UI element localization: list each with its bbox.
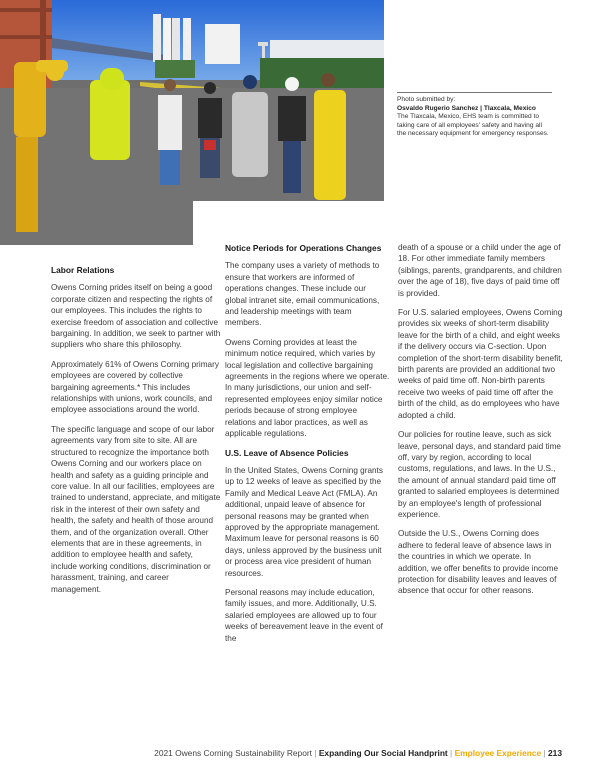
- caption-rule: [397, 92, 552, 93]
- footer-section-link[interactable]: Expanding Our Social Handprint: [318, 748, 448, 758]
- column-notice-and-leave: [225, 243, 390, 652]
- page-footer: [0, 748, 562, 758]
- heading-leave-policies: U.S. Leave of Absence Policies: [225, 447, 349, 458]
- team-photo: [0, 0, 384, 245]
- footer-separator: |: [311, 748, 319, 758]
- page-number: 213: [548, 748, 562, 758]
- paragraph: Approximately 61% of Owens Corning primary employees are covered by collective bargaining agreements.* This includes relationships with unions, work councils, and employee associations around the world.: [51, 359, 219, 415]
- paragraph: The specific language and scope of our labor agreements vary from site to site. All are structured to recognize the importance both Owens Corning and our workers place on health and safety as a guiding principle and core value. In all our facilities, employees are trained to understand, appreciate, and mitigate risk in the interest of their own safety and health, the safety and health of those around them, and of the organization overall. Other elements that are in these agreements, in addition to employee health and safety, include working conditions, discrimination or harassment, training, and career management.: [51, 424, 221, 594]
- photo-caption: [397, 92, 552, 139]
- column-leave-continued: [398, 242, 563, 605]
- heading-labor-relations: Labor Relations: [51, 265, 115, 275]
- heading-notice-periods: Notice Periods for Operations Changes: [225, 243, 382, 253]
- footer-subsection-link[interactable]: Employee Experience: [454, 748, 542, 758]
- footer-separator: |: [541, 748, 549, 758]
- paragraph: In the United States, Owens Corning grants up to 12 weeks of leave as specified by the Family and Medical Leave Act (FMLA). An additional, unpaid leave of absence for personal reasons may be granted when approved by the appropriate management. Maximum leave for personal reasons is 60 days, unless approved by the business unit or process area vice president of human resources.: [225, 465, 383, 578]
- column-labor-relations: [51, 265, 221, 603]
- paragraph: Outside the U.S., Owens Corning does adhere to federal leave of absence laws in the countries in which we operate. In addition, we offer benefits to provide income protection for disability leaves and leaves of absence that occur for other reasons.: [398, 529, 559, 596]
- paragraph: Personal reasons may include education, family issues, and more. Additionally, U.S. salaried employees are allowed up to four weeks of bereavement leave in the event of the: [225, 587, 383, 643]
- caption-text: The Tlaxcala, Mexico, EHS team is committed to taking care of all employees' safety and having all the necessary equipment for emergency responses.: [397, 113, 549, 138]
- paragraph: Our policies for routine leave, such as sick leave, personal days, and standard paid time off, vary by region, according to local customs, regulations, and laws. In the U.S., the amount of annual standard paid time off granted to salaried employees is determined by an employee's length of professional experience.: [398, 430, 561, 519]
- paragraph: Owens Corning prides itself on being a good corporate citizen and respecting the rights of our employees. This includes the rights to exercise freedom of association and collective bargaining. In addition, we seek to partner with suppliers who share this philosophy.: [51, 283, 221, 350]
- footer-report-title: 2021 Owens Corning Sustainability Report: [154, 748, 312, 758]
- photo-cutout: [193, 201, 384, 245]
- paragraph: death of a spouse or a child under the age of 18. For other immediate family members (siblings, parents, grandparents, and children over the age of 18), five days of paid time off is provided.: [398, 243, 562, 298]
- paragraph: Owens Corning provides at least the minimum notice required, which varies by local legislation and collective bargaining agreements in the regions where we operate. In many jurisdictions, our union and self-represented employees enjoy similar notice periods because of strong employee relations and labor practices, as well as applicable regulations.: [225, 337, 390, 439]
- paragraph: The company uses a variety of methods to ensure that workers are informed of operations changes. These include our global intranet site, email communications, and leadership meetings with team members.: [225, 261, 380, 328]
- footer-separator: |: [447, 748, 455, 758]
- paragraph: For U.S. salaried employees, Owens Corning provides six weeks of short-term disability leave for the birth of a child, and eight weeks if the delivery occurs via C-section. Upon completion of the short-term disability benefit, birth parents are provided an additional two weeks of paid time off. Non-birth parents receive two weeks of paid time off after the birth of the child, as do employees who have adopted a child.: [398, 308, 563, 420]
- caption-credit: Osvaldo Rugerio Sanchez | Tlaxcala, Mexico: [397, 104, 536, 112]
- caption-label: Photo submitted by:: [397, 96, 456, 103]
